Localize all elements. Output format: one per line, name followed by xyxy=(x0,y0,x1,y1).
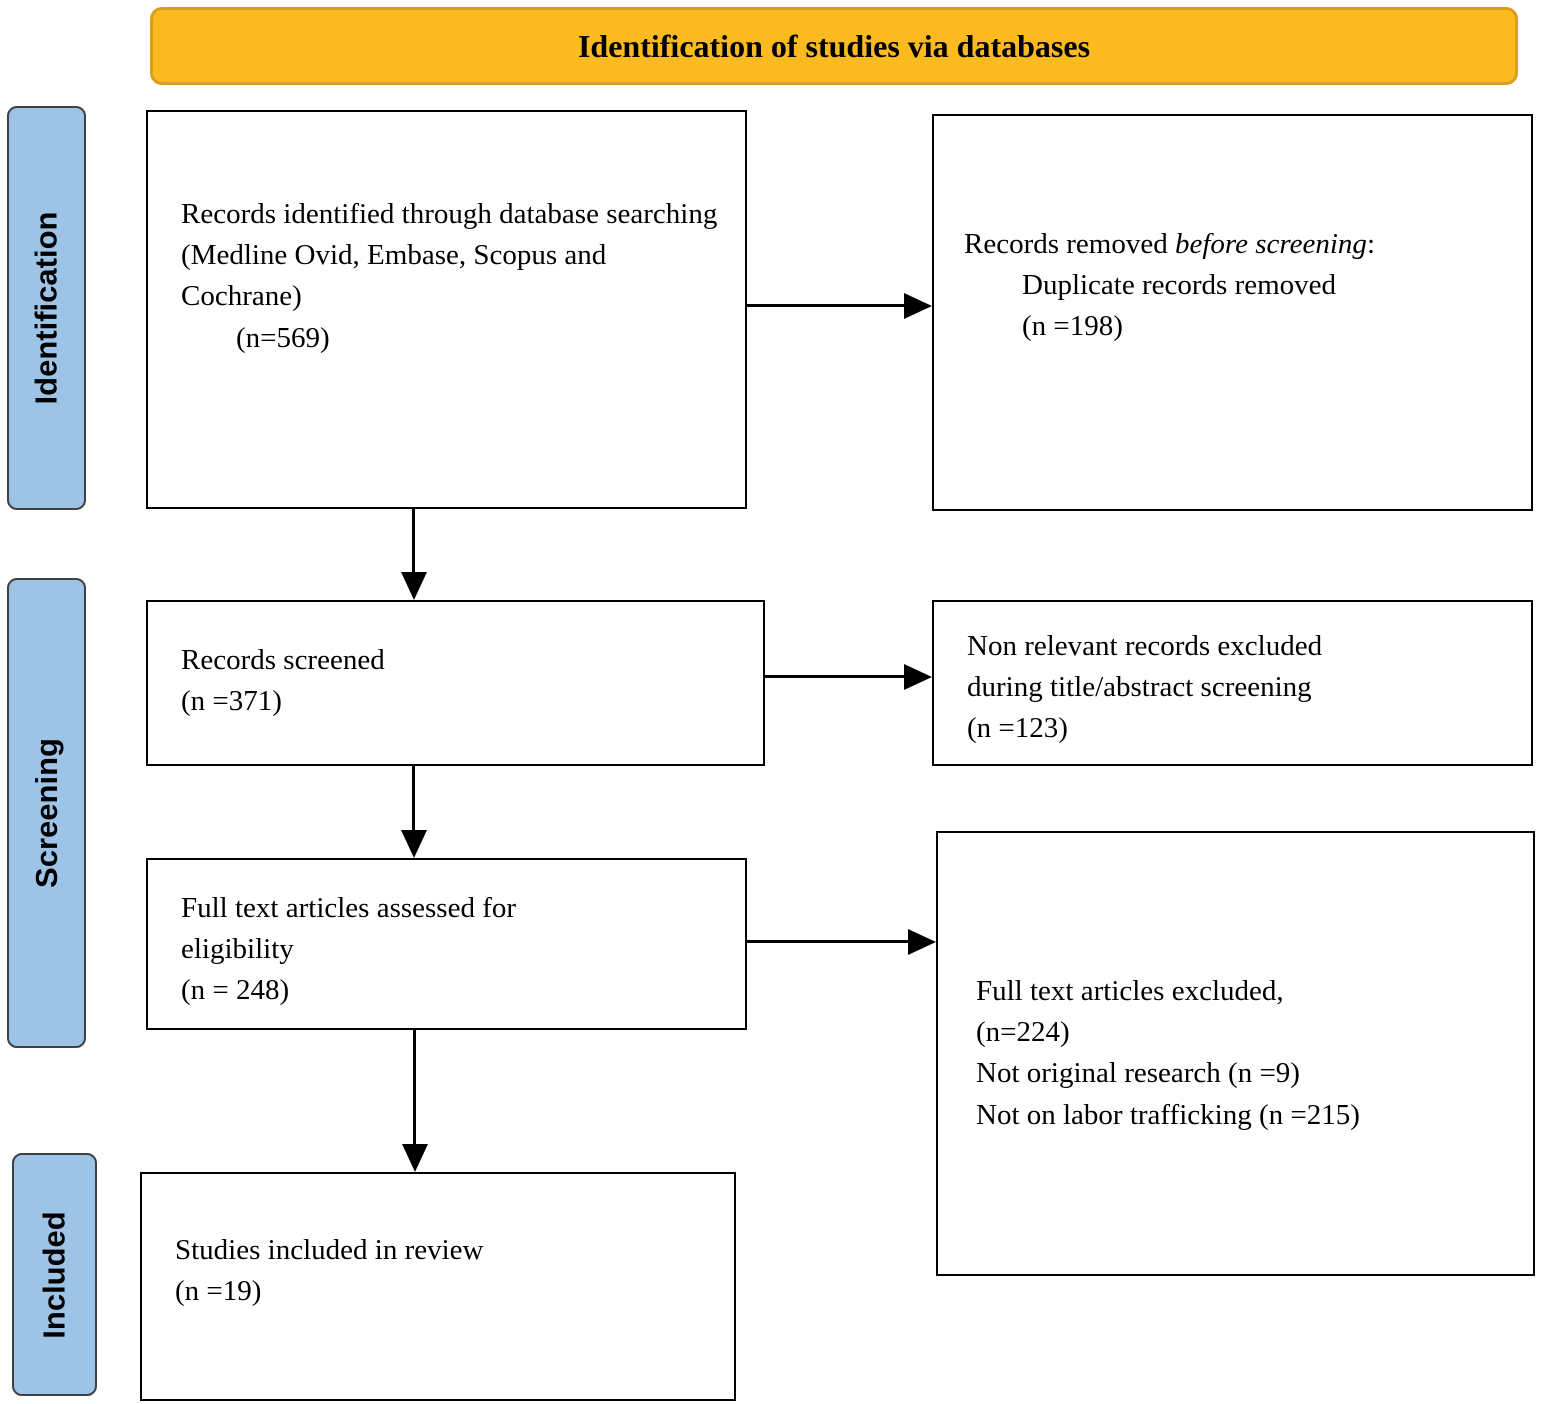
header-banner xyxy=(150,7,1518,85)
box-line: eligibility xyxy=(181,933,294,966)
box-line: Full text articles assessed for xyxy=(181,892,517,924)
box-count: (n =123) xyxy=(967,712,1068,745)
arrow-screened-to-assessed xyxy=(412,766,415,830)
box-records-removed xyxy=(932,114,1533,511)
box-line: Duplicate records removed xyxy=(1022,269,1337,302)
stage-label-identification xyxy=(7,106,86,510)
box-line: Non relevant records excluded xyxy=(967,630,1323,662)
box-line-suffix: : xyxy=(1366,228,1375,260)
box-count: (n=224) xyxy=(976,1016,1070,1049)
box-line-italic: before screening xyxy=(1175,228,1367,260)
box-line: Full text articles excluded, xyxy=(976,975,1284,1007)
arrow-assessed-to-excluded xyxy=(747,940,908,943)
arrow-identified-to-removed xyxy=(747,304,904,307)
box-count: (n =198) xyxy=(1022,310,1123,343)
box-line: Records screened xyxy=(181,644,385,676)
box-line: Not on labor trafficking (n =215) xyxy=(976,1098,1360,1131)
box-count: (n =19) xyxy=(175,1275,262,1308)
box-line: Not original research (n =9) xyxy=(976,1057,1300,1090)
box-fulltext-excluded xyxy=(936,831,1535,1276)
diagram-title: Identification of studies via databases xyxy=(577,27,1091,64)
box-count: (n =371) xyxy=(181,685,282,718)
stage-label-screening-text: Screening xyxy=(28,738,64,888)
box-studies-included xyxy=(140,1172,736,1401)
box-count: (n=569) xyxy=(236,321,330,354)
box-line-prefix: Records removed xyxy=(964,228,1175,260)
box-records-screened xyxy=(146,600,765,766)
box-records-identified xyxy=(146,110,747,509)
stage-label-included-text: Included xyxy=(36,1210,72,1339)
box-line: during title/abstract screening xyxy=(967,671,1312,704)
arrow-screened-to-excluded xyxy=(765,675,904,678)
box-count: (n = 248) xyxy=(181,974,290,1007)
box-nonrelevant-excluded xyxy=(932,600,1533,766)
arrow-identified-to-screened xyxy=(412,509,415,572)
box-fulltext-assessed xyxy=(146,858,747,1030)
box-line: Records identified through database searching xyxy=(181,198,718,230)
box-line xyxy=(964,224,1517,265)
box-line: (Medline Ovid, Embase, Scopus and Cochrane) xyxy=(181,239,607,313)
arrow-assessed-to-included xyxy=(413,1030,416,1144)
stage-label-identification-text: Identification xyxy=(28,211,64,405)
box-line: Studies included in review xyxy=(175,1234,484,1266)
stage-label-included xyxy=(12,1153,97,1396)
stage-label-screening xyxy=(7,578,86,1048)
